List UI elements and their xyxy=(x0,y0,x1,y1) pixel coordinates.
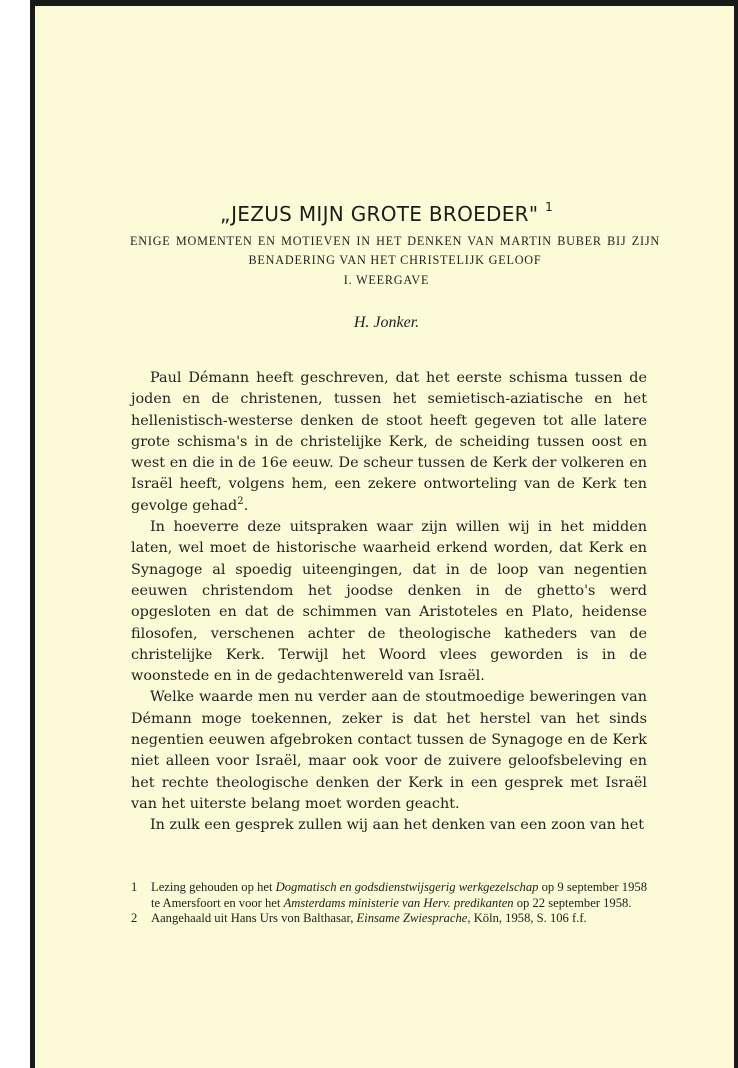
footnote-1 xyxy=(131,880,647,911)
part-heading: I. WEERGAVE xyxy=(343,273,430,287)
article-title-text: „JEZUS MIJN GROTE BROEDER" xyxy=(219,202,539,226)
paragraph-4: In zulk een gesprek zullen wij aan het denken van een zoon van het xyxy=(150,817,645,834)
scan-border-left xyxy=(30,0,35,1068)
footnote-1-part-a: Lezing gehouden op het xyxy=(151,880,276,894)
footnote-marker-2: 2 xyxy=(237,495,244,507)
footnote-2 xyxy=(131,911,647,927)
scan-border-top xyxy=(30,0,738,6)
footnote-text xyxy=(151,911,647,927)
footnote-2-part-c: , Köln, 1958, S. 106 f.f. xyxy=(467,911,587,926)
paragraph-1 xyxy=(131,368,647,517)
footnote-1-part-e: op 22 september 1958. xyxy=(513,895,632,910)
footnote-2-italic: Einsame Zwiesprache xyxy=(356,911,468,926)
footnote-1-italic-a: Dogmatisch en godsdienstwijsgerig werkgezelschap xyxy=(275,880,539,894)
footnote-number: 2 xyxy=(131,911,138,926)
footnote-number: 1 xyxy=(131,880,138,894)
body-text xyxy=(131,368,647,837)
author-name: H. Jonker. xyxy=(353,314,420,331)
article-subtitle: ENIGE MOMENTEN EN MOTIEVEN IN HET DENKEN VAN MARTIN BUBER BIJ ZIJN BENADERING VAN HET CHRISTELIJK GELOOF xyxy=(130,234,660,267)
footnote-2-part-a: Aangehaald uit Hans Urs von Balthasar, xyxy=(151,911,357,926)
footnotes xyxy=(131,880,647,927)
scan-border-right xyxy=(734,0,738,1068)
paragraph-1-end: . xyxy=(243,497,249,514)
article-title xyxy=(35,202,738,226)
paragraph-2: In hoeverre deze uitspraken waar zijn willen wij in het midden laten, wel moet de historische waarheid erkend worden, dat Kerk en Synagoge al spoedig uiteengingen, dat in de loop van negentien eeuwen christendom het joodse denken in de ghetto's werd opgesloten en dat de schimmen van Aristoteles en Plato, heidense filosofen, verschenen achter de theologische katheders van de christelijke Kerk. Terwijl het Woord vlees geworden is in de woonstede en in de gedachtenwereld van Israël. xyxy=(131,519,647,685)
paragraph-3: Welke waarde men nu verder aan de stoutmoedige beweringen van Démann moge toekennen, zeker is dat het herstel van het sinds negentien eeuwen afgebroken contact tussen de Synagoge en de Kerk niet alleen voor Israël, maar ook voor de zuivere geloofsbeleving en het rechte theologische denken der Kerk in een gesprek met Israël van het uiterste belang moet worden geacht. xyxy=(131,689,647,812)
footnote-1-italic-b: Amsterdams ministerie van Herv. predikanten xyxy=(283,895,514,910)
footnote-1-part-c: op 9 september 1958 te Amersfoort en voor het xyxy=(151,880,647,910)
title-footnote-marker: 1 xyxy=(545,200,553,215)
footnote-text xyxy=(151,880,647,911)
paragraph-1-text: Paul Démann heeft geschreven, dat het eerste schisma tussen de joden en de christenen, tussen het semietisch-aziatische en het hellenistisch-westerse denken de stoot heeft gegeven tot alle latere grote schisma's in de christelijke Kerk, de scheiding tussen oost en west en die in de 16e eeuw. De scheur tussen de Kerk der volkeren en Israël heeft, volgens hem, een zekere ontworteling van de Kerk ten gevolge gehad xyxy=(131,370,647,514)
